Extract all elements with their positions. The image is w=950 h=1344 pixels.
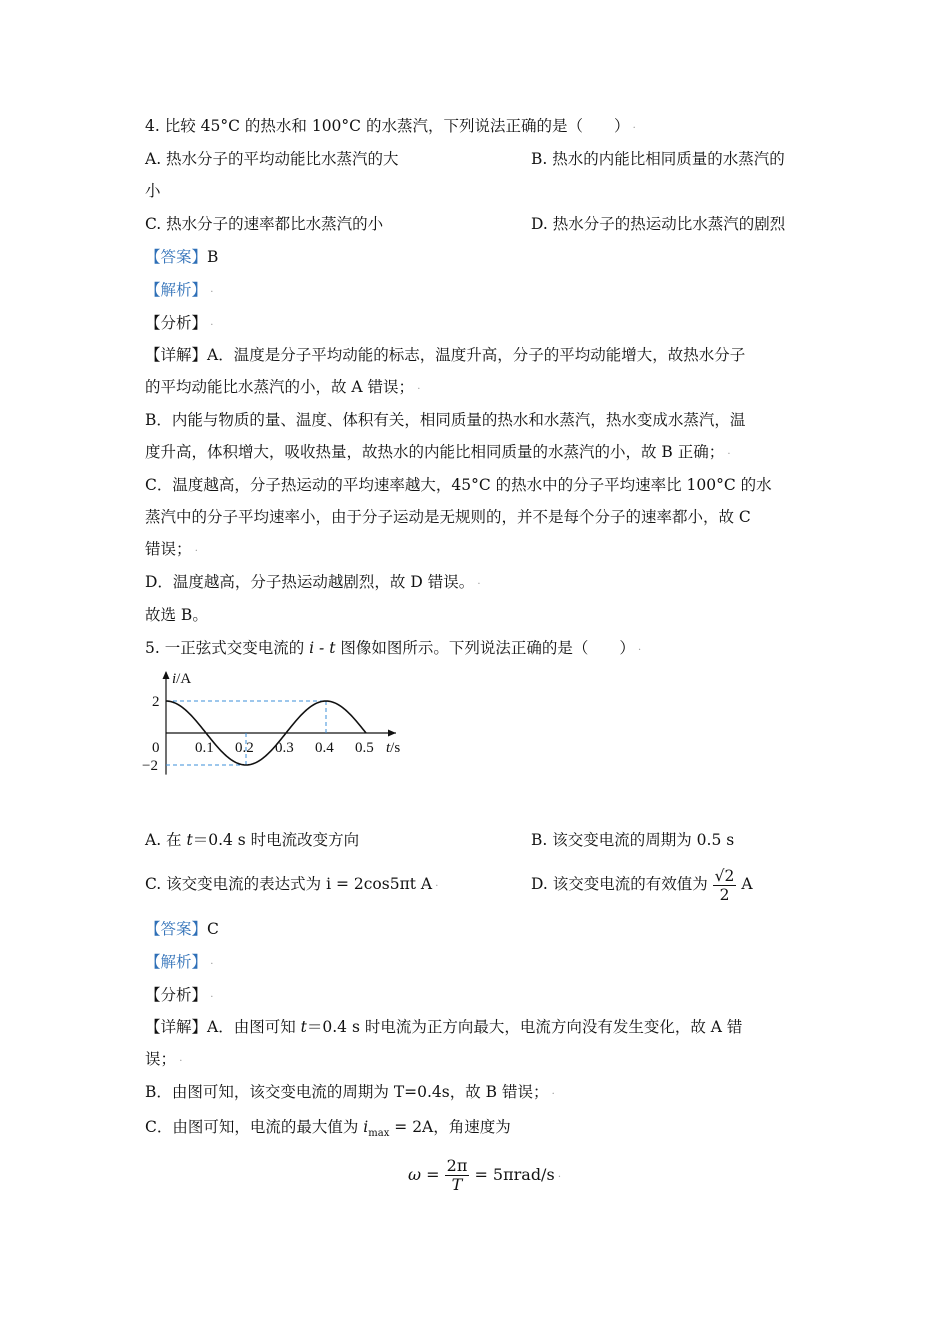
q5-detail-b: B．由图可知，该交变电流的周期为 T=0.4s，故 B 错误； ·: [145, 1083, 555, 1101]
graph-layer: [142, 671, 400, 775]
x-tick-label-1: 0.1: [195, 740, 214, 756]
x-tick-label-3: 0.3: [275, 740, 294, 756]
q5-option-b: B. 该交变电流的周期为 0.5 s: [531, 831, 735, 849]
q5-option-a: A. 在 t＝0.4 s 时电流改变方向: [145, 831, 360, 849]
q5-option-c: C. 该交变电流的表达式为 i = 2cos5πt A ·: [145, 875, 439, 893]
q5-answer: 【答案】C: [145, 920, 219, 938]
q4-detail-b-line2: 度升高，体积增大，吸收热量，故热水的内能比相同质量的水蒸汽的小，故 B 正确； ·: [145, 443, 731, 461]
it-graph: [140, 666, 410, 796]
q4-option-a: A. 热水分子的平均动能比水蒸汽的大: [145, 150, 399, 168]
q4-option-b-cont: 小: [145, 182, 161, 200]
x-axis-arrow: [388, 730, 396, 737]
y-axis-arrow: [163, 671, 170, 679]
q5-detail-a-line2: 误； ·: [145, 1050, 183, 1068]
q5-fenxi-heading: 【分析】 ·: [145, 986, 214, 1004]
q4-option-b: B. 热水的内能比相同质量的水蒸汽的: [531, 150, 785, 168]
q4-detail-a-line2: 的平均动能比水蒸汽的小，故 A 错误； ·: [145, 378, 421, 396]
q4-analysis-heading: 【解析】 ·: [145, 281, 214, 299]
omega-fraction: $\frac{2\pi}{T}$: [446, 1156, 468, 1194]
q4-stem: 4. 比较 45°C 的热水和 100°C 的水蒸汽，下列说法正确的是（ ） ·: [145, 117, 636, 135]
q4-detail-d: D．温度越高，分子热运动越剧烈，故 D 错误。 ·: [145, 573, 481, 591]
q4-detail-b-line1: B．内能与物质的量、温度、体积有关，相同质量的热水和水蒸汽，热水变成水蒸汽，温: [145, 411, 746, 429]
q4-detail-c-line3: 错误； ·: [145, 540, 198, 558]
q4-conclusion: 故选 B。: [145, 606, 208, 624]
x-axis-label: t/s: [386, 740, 401, 756]
q5-detail-a-line1: 【详解】A．由图可知 t＝0.4 s 时电流为正方向最大，电流方向没有发生变化，故 A 错: [145, 1018, 743, 1036]
omega-formula: ω = $\frac{2\pi}{T}$ = 5πrad/s ·: [408, 1156, 562, 1194]
origin-label: 0: [152, 740, 160, 756]
q5-analysis-heading: 【解析】 ·: [145, 953, 214, 971]
q4-option-d: D. 热水分子的热运动比水蒸汽的剧烈: [531, 215, 786, 233]
rms-fraction: $\frac{√2}{2}$: [714, 866, 735, 904]
y-tick-label-neg2: −2: [142, 758, 158, 774]
q5-detail-c-line1: C．由图可知，电流的最大值为 $i_{max} = 2A$，角速度为: [145, 1118, 511, 1140]
y-axis-label: i/A: [172, 671, 192, 687]
q4-detail-c-line2: 蒸汽中的分子平均速率小，由于分子运动是无规则的，并不是每个分子的速率都小，故 C: [145, 508, 751, 526]
y-tick-label-2: 2: [152, 694, 160, 710]
q4-answer: 【答案】B: [145, 248, 219, 266]
q5-stem: 5. 一正弦式交变电流的 i - t 图像如图所示。下列说法正确的是（ ） ·: [145, 639, 642, 657]
q4-fenxi-heading: 【分析】 ·: [145, 314, 214, 332]
q4-detail-c-line1: C．温度越高，分子热运动的平均速率越大，45°C 的热水中的分子平均速率比 100°C 的水: [145, 476, 772, 494]
q4-option-c: C. 热水分子的速率都比水蒸汽的小: [145, 215, 384, 233]
q4-detail-a-line1: 【详解】A．温度是分子平均动能的标志，温度升高，分子的平均动能增大，故热水分子: [145, 346, 746, 364]
x-tick-label-5: 0.5: [355, 740, 374, 756]
x-tick-label-2: 0.2: [235, 740, 254, 756]
q5-option-d: D. 该交变电流的有效值为 $\frac{√2}{2}$ A: [531, 866, 753, 904]
x-tick-label-4: 0.4: [315, 740, 334, 756]
